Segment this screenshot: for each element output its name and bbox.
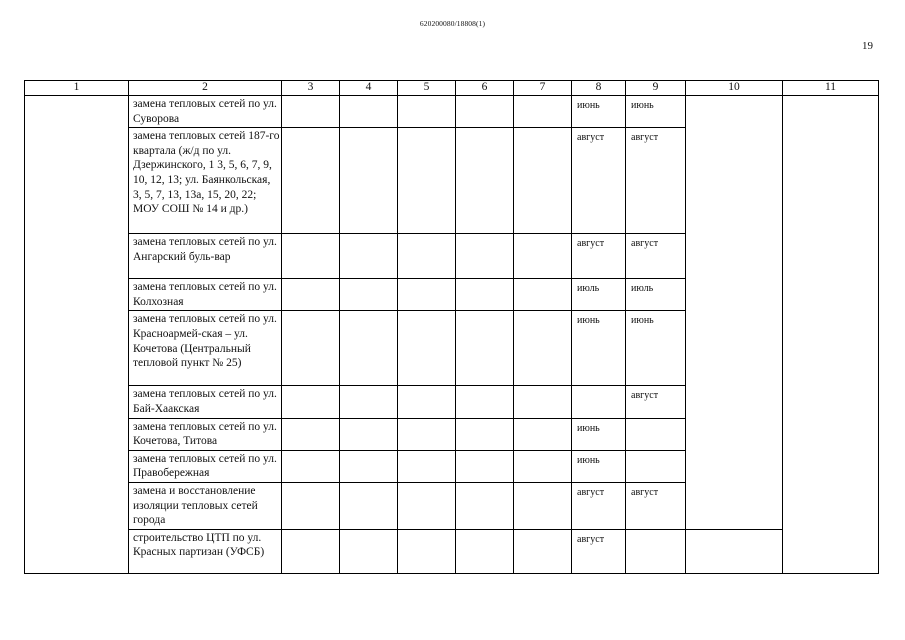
empty-cell [686, 529, 783, 573]
empty-cell [456, 96, 514, 128]
work-description-cell: замена тепловых сетей 187-го квартала (ж/д по ул. Дзержинского, 1 3, 5, 6, 7, 9, 10, 12, 13; ул. Баянкольская, 3, 5, 7, 13, 13а, 15, 20, 22; МОУ СОШ № 14 и др.) [129, 128, 282, 234]
merged-cell-col10 [686, 96, 783, 530]
column-header-6: 6 [456, 81, 514, 96]
empty-cell [340, 386, 398, 418]
empty-cell [340, 311, 398, 386]
month-cell-col8: август [572, 128, 626, 234]
work-description-cell: замена тепловых сетей по ул. Суворова [129, 96, 282, 128]
empty-cell [398, 386, 456, 418]
empty-cell [456, 482, 514, 529]
empty-cell [340, 450, 398, 482]
empty-cell [282, 279, 340, 311]
empty-cell [514, 128, 572, 234]
month-cell-col8: июнь [572, 450, 626, 482]
merged-cell-col11 [783, 96, 879, 574]
work-description-cell: строительство ЦТП по ул. Красных партизан (УФСБ) [129, 529, 282, 573]
empty-cell [514, 279, 572, 311]
empty-cell [340, 128, 398, 234]
column-header-3: 3 [282, 81, 340, 96]
empty-cell [398, 418, 456, 450]
empty-cell [340, 482, 398, 529]
empty-cell [398, 450, 456, 482]
empty-cell [282, 450, 340, 482]
work-description-cell: замена тепловых сетей по ул. Правобережная [129, 450, 282, 482]
empty-cell [282, 418, 340, 450]
empty-cell [456, 529, 514, 573]
month-cell-col9 [626, 529, 686, 573]
empty-cell [282, 386, 340, 418]
column-header-11: 11 [783, 81, 879, 96]
empty-cell [282, 311, 340, 386]
empty-cell [456, 450, 514, 482]
column-header-8: 8 [572, 81, 626, 96]
month-cell-col9: июнь [626, 311, 686, 386]
work-description-cell: замена тепловых сетей по ул. Красноармей-ская – ул. Кочетова (Центральный тепловой пункт № 25) [129, 311, 282, 386]
month-cell-col8: июнь [572, 418, 626, 450]
column-header-9: 9 [626, 81, 686, 96]
empty-cell [514, 311, 572, 386]
column-header-2: 2 [129, 81, 282, 96]
month-cell-col8: август [572, 234, 626, 279]
month-cell-col9: июль [626, 279, 686, 311]
month-cell-col9: август [626, 128, 686, 234]
empty-cell [282, 128, 340, 234]
empty-cell [340, 279, 398, 311]
month-cell-col9: август [626, 482, 686, 529]
column-header-1: 1 [25, 81, 129, 96]
document-id-stamp: 620200080/18808(1) [419, 19, 486, 28]
month-cell-col9: август [626, 386, 686, 418]
empty-cell [514, 96, 572, 128]
empty-cell [340, 234, 398, 279]
empty-cell [456, 128, 514, 234]
work-description-cell: замена тепловых сетей по ул. Ангарский буль-вар [129, 234, 282, 279]
empty-cell [398, 529, 456, 573]
work-description-cell: замена тепловых сетей по ул. Кочетова, Титова [129, 418, 282, 450]
empty-cell [282, 96, 340, 128]
month-cell-col9: август [626, 234, 686, 279]
table-row [25, 529, 879, 573]
column-header-5: 5 [398, 81, 456, 96]
month-cell-col9: июнь [626, 96, 686, 128]
work-description-cell: замена тепловых сетей по ул. Бай-Хаакская [129, 386, 282, 418]
header-row [25, 81, 879, 96]
empty-cell [282, 529, 340, 573]
month-cell-col8: август [572, 529, 626, 573]
empty-cell [514, 450, 572, 482]
empty-cell [456, 279, 514, 311]
month-cell-col8 [572, 386, 626, 418]
month-cell-col8: август [572, 482, 626, 529]
month-cell-col9 [626, 450, 686, 482]
empty-cell [340, 529, 398, 573]
empty-cell [514, 386, 572, 418]
empty-cell [456, 418, 514, 450]
month-cell-col9 [626, 418, 686, 450]
empty-cell [398, 96, 456, 128]
empty-cell [514, 418, 572, 450]
empty-cell [398, 482, 456, 529]
column-header-7: 7 [514, 81, 572, 96]
empty-cell [514, 529, 572, 573]
table-row [25, 96, 879, 128]
work-description-cell: замена тепловых сетей по ул. Колхозная [129, 279, 282, 311]
work-description-cell: замена и восстановление изоляции тепловых сетей города [129, 482, 282, 529]
empty-cell [340, 96, 398, 128]
empty-cell [398, 234, 456, 279]
empty-cell [456, 234, 514, 279]
empty-cell [398, 311, 456, 386]
empty-cell [398, 279, 456, 311]
schedule-table [24, 80, 879, 574]
month-cell-col8: июнь [572, 96, 626, 128]
empty-cell [514, 234, 572, 279]
empty-cell [398, 128, 456, 234]
column-header-4: 4 [340, 81, 398, 96]
month-cell-col8: июль [572, 279, 626, 311]
merged-cell-col1 [25, 96, 129, 574]
empty-cell [282, 482, 340, 529]
empty-cell [340, 418, 398, 450]
empty-cell [456, 311, 514, 386]
page-number: 19 [862, 40, 873, 52]
column-header-10: 10 [686, 81, 783, 96]
empty-cell [282, 234, 340, 279]
empty-cell [456, 386, 514, 418]
month-cell-col8: июнь [572, 311, 626, 386]
empty-cell [514, 482, 572, 529]
